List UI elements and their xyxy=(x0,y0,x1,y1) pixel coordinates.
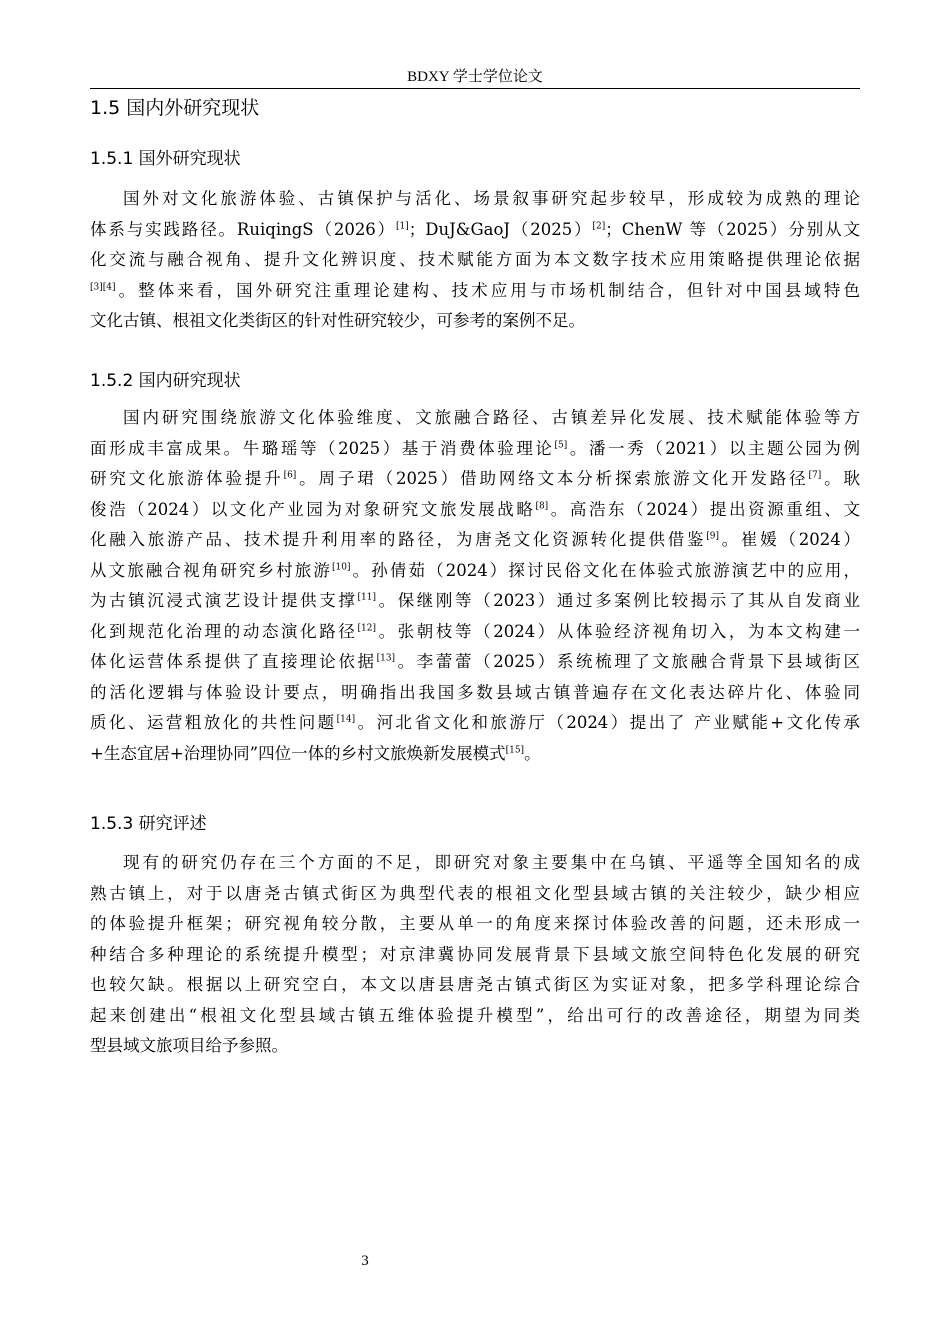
text-line: 的体验提升框架；研究视角较分散，主要从单一的角度来探讨体验改善的问题，还未形成一 xyxy=(90,914,860,933)
text-line: 也较欠缺。根据以上研究空白，本文以唐县唐尧古镇式街区为实证对象，把多学科理论综合 xyxy=(90,975,860,994)
text-line: 体化运营体系提供了直接理论依据[13]。李蕾蕾（2025）系统梳理了文旅融合背景下县域街区 xyxy=(90,652,860,671)
text-line: +生态宜居+治理协同”四位一体的乡村文旅焕新发展模式[15]。 xyxy=(90,743,541,763)
citation[interactable]: [7] xyxy=(808,470,822,481)
subsection-heading-foreign: 1.5.1 国外研究现状 xyxy=(90,149,241,169)
citation[interactable]: [14] xyxy=(336,714,356,725)
subsection-heading-domestic: 1.5.2 国内研究现状 xyxy=(90,371,241,391)
citation[interactable]: [5] xyxy=(554,440,568,450)
text-line: 体系与实践路径。RuiqingS（2026）[1]；DuJ&GaoJ（2025）[2]；ChenW 等（2025）分别从文 xyxy=(90,219,860,239)
citation[interactable]: [11] xyxy=(357,592,376,603)
text-line: 为古镇沉浸式演艺设计提供支撑[11]。保继刚等（2023）通过多案例比较揭示了其从自发商业 xyxy=(90,591,860,610)
text-line: 型县域文旅项目给予参照。 xyxy=(90,1036,288,1055)
citation[interactable]: [8] xyxy=(535,501,549,511)
text-line: 俊浩（2024）以文化产业园为对象研究文旅发展战略[8]。高浩东（2024）提出资源重组、文 xyxy=(90,499,860,519)
paragraph-research-review xyxy=(90,848,860,1062)
page-number: 3 xyxy=(361,1253,369,1269)
citation[interactable]: [9] xyxy=(706,531,719,542)
subsection-heading-review: 1.5.3 研究评述 xyxy=(90,814,207,834)
citation[interactable]: [15] xyxy=(505,745,525,755)
citation[interactable]: [6] xyxy=(283,470,297,481)
text-line: 质化、运营粗放化的共性问题[14]。河北省文化和旅游厅（2024）提出了 产业赋能+文化传承 xyxy=(90,713,861,732)
paragraph-domestic-research xyxy=(90,403,860,769)
text-line: 化交流与融合视角、提升文化辨识度、技术赋能方面为本文数字技术应用策略提供理论依据 xyxy=(90,250,860,269)
header-rule xyxy=(90,88,860,89)
text-line: 文化古镇、根祖文化类街区的针对性研究较少，可参考的案例不足。 xyxy=(90,311,585,330)
text-line: 的活化逻辑与体验设计要点，明确指出我国多数县域古镇普遍存在文化表达碎片化、体验同 xyxy=(90,682,860,702)
text-line: 面形成丰富成果。牛璐瑶等（2025）基于消费体验理论[5]。潘一秀（2021）以主题公园为例 xyxy=(90,438,860,458)
text-line: 熟古镇上，对于以唐尧古镇式街区为典型代表的根祖文化型县域古镇的关注较少，缺少相应 xyxy=(90,883,860,903)
page-header: BDXY 学士学位论文 xyxy=(407,69,543,85)
text-line: 研究文化旅游体验提升[6]。周子珺（2025）借助网络文本分析探索旅游文化开发路径[7]。耿 xyxy=(90,469,861,488)
text-line: 种结合多种理论的系统提升模型；对京津冀协同发展背景下县域文旅空间特色化发展的研究 xyxy=(90,944,860,964)
paragraph-foreign-research xyxy=(90,184,860,337)
text-line: 起来创建出“根祖文化型县域古镇五维体验提升模型”，给出可行的改善途径，期望为同类 xyxy=(90,1005,860,1025)
text-line: 现有的研究仍存在三个方面的不足，即研究对象主要集中在乌镇、平遥等全国知名的成 xyxy=(123,853,860,872)
citation[interactable]: [10] xyxy=(332,562,351,572)
citation[interactable]: [1] xyxy=(396,221,409,231)
citation[interactable]: [13] xyxy=(376,653,396,664)
text-line: 化融入旅游产品、技术提升利用率的路径，为唐尧文化资源转化提供借鉴[9]。崔媛（2024） xyxy=(90,530,860,549)
citation[interactable]: [3][4] xyxy=(90,282,116,292)
citation[interactable]: [12] xyxy=(357,623,376,633)
citation[interactable]: [2] xyxy=(592,221,606,231)
text-line: 从文旅融合视角研究乡村旅游[10]。孙倩茹（2024）探讨民俗文化在体验式旅游演艺中的应用， xyxy=(90,560,861,580)
text-line: [3][4]。整体来看，国外研究注重理论建构、技术应用与市场机制结合，但针对中国县域特色 xyxy=(90,280,860,300)
text-line: 化到规范化治理的动态演化路径[12]。张朝枝等（2024）从体验经济视角切入，为本文构建一 xyxy=(90,621,860,641)
text-line: 国外对文化旅游体验、古镇保护与活化、场景叙事研究起步较早，形成较为成熟的理论 xyxy=(123,189,860,208)
text-line: 国内研究围绕旅游文化体验维度、文旅融合路径、古镇差异化发展、技术赋能体验等方 xyxy=(123,408,860,427)
section-heading: 1.5 国内外研究现状 xyxy=(90,97,260,119)
